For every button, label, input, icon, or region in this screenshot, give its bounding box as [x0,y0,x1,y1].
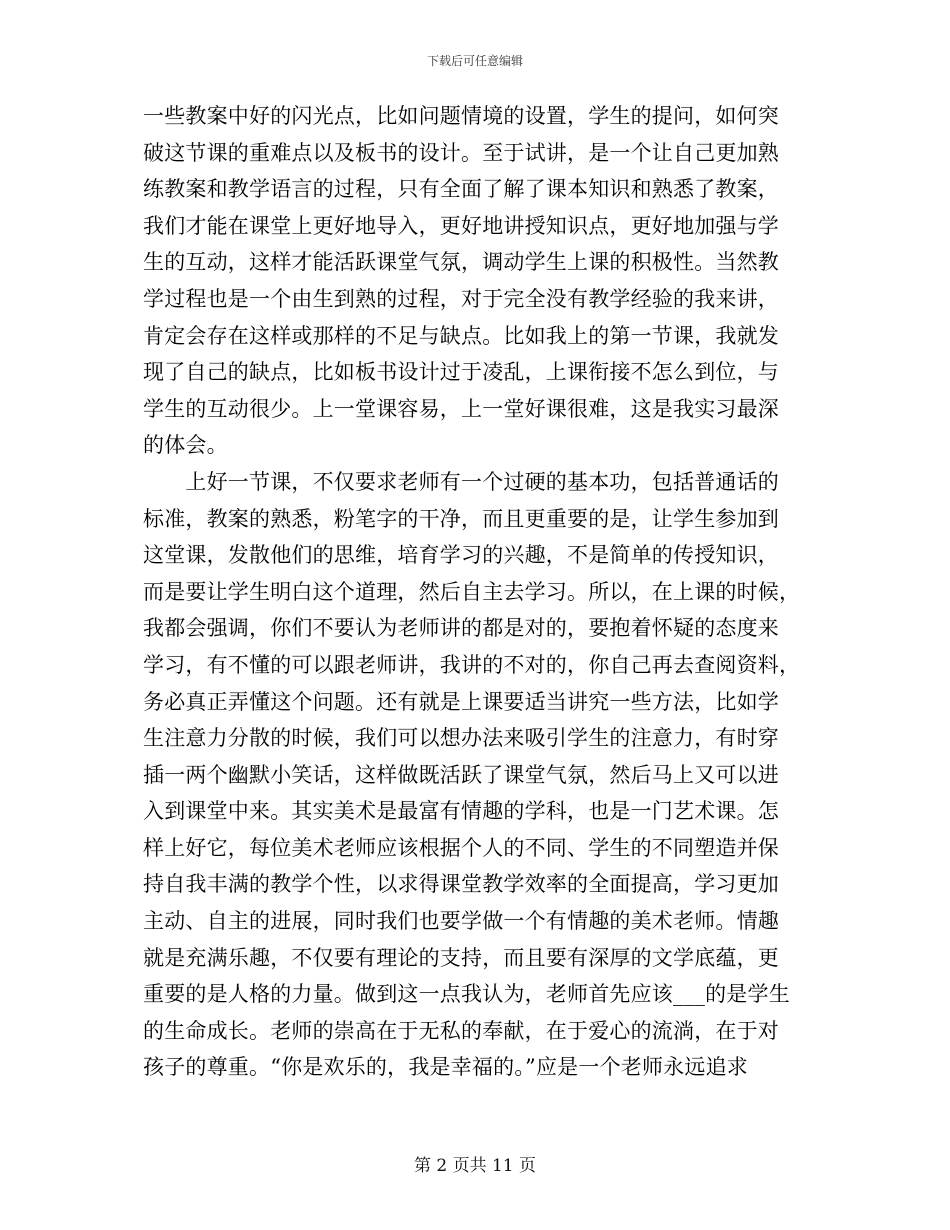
text-line: 学过程也是一个由生到熟的过程，对于完全没有教学经验的我来讲， [143,286,779,311]
text-line: 现了自己的缺点，比如板书设计过于凌乱，上课衔接不怎么到位，与 [143,360,779,385]
text-line: 样上好它，每位美术老师应该根据个人的不同、学生的不同塑造并保 [143,835,779,860]
text-line: 的体会。 [143,433,228,458]
text-line: 我都会强调，你们不要认为老师讲的都是对的，要抱着怀疑的态度来 [143,616,779,641]
text-line: 我们才能在课堂上更好地导入，更好地讲授知识点，更好地加强与学 [143,213,779,238]
text-line: 主动、自主的进展，同时我们也要学做一个有情趣的美术老师。情趣 [143,909,779,934]
text-line: 生的互动，这样才能活跃课堂气氛，调动学生上课的积极性。当然教 [143,250,779,275]
text-line: 的生命成长。老师的崇高在于无私的奉献，在于爱心的流淌，在于对 [143,1018,779,1043]
text-line: 孩子的尊重。“你是欢乐的，我是幸福的。”应是一个老师永远追求 [143,1055,748,1080]
text-line: 学生的互动很少。上一堂课容易，上一堂好课很难，这是我实习最深 [143,396,779,421]
text-line: 入到课堂中来。其实美术是最富有情趣的学科，也是一门艺术课。怎 [143,799,779,824]
text-line: 重要的是人格的力量。做到这一点我认为，老师首先应该___的是学生 [143,982,790,1007]
text-line: 生注意力分散的时候，我们可以想办法来吸引学生的注意力，有时穿 [143,726,779,751]
text-line: 就是充满乐趣，不仅要有理论的支持，而且要有深厚的文学底蕴，更 [143,945,779,970]
text-line: 练教案和教学语言的过程，只有全面了解了课本知识和熟悉了教案， [143,177,779,202]
text-line: 破这节课的重难点以及板书的设计。至于试讲，是一个让自己更加熟 [143,140,779,165]
text-line: 一些教案中好的闪光点，比如问题情境的设置，学生的提问，如何突 [143,104,779,128]
text-line: 而是要让学生明白这个道理，然后自主去学习。所以，在上课的时候， [143,579,801,604]
page-header: 下载后可任意编辑 [426,54,523,68]
text-line: 上好一节课，不仅要求老师有一个过硬的基本功，包括普通话的 [143,469,779,494]
text-line: 务必真正弄懂这个问题。还有就是上课要适当讲究一些方法，比如学 [143,689,779,714]
text-line: 插一两个幽默小笑话，这样做既活跃了课堂气氛，然后马上又可以进 [143,762,779,787]
page-footer: 第 2 页共 11 页 [413,1156,537,1176]
text-line: 肯定会存在这样或那样的不足与缺点。比如我上的第一节课，我就发 [143,323,779,348]
text-line: 这堂课，发散他们的思维，培育学习的兴趣，不是简单的传授知识， [143,543,779,568]
document-body [143,98,808,1086]
text-line: 标准，教案的熟悉，粉笔字的干净，而且更重要的是，让学生参加到 [143,506,779,531]
text-line: 持自我丰满的教学个性，以求得课堂教学效率的全面提高，学习更加 [143,872,779,897]
text-line: 学习，有不懂的可以跟老师讲，我讲的不对的，你自己再去查阅资料， [143,652,801,677]
